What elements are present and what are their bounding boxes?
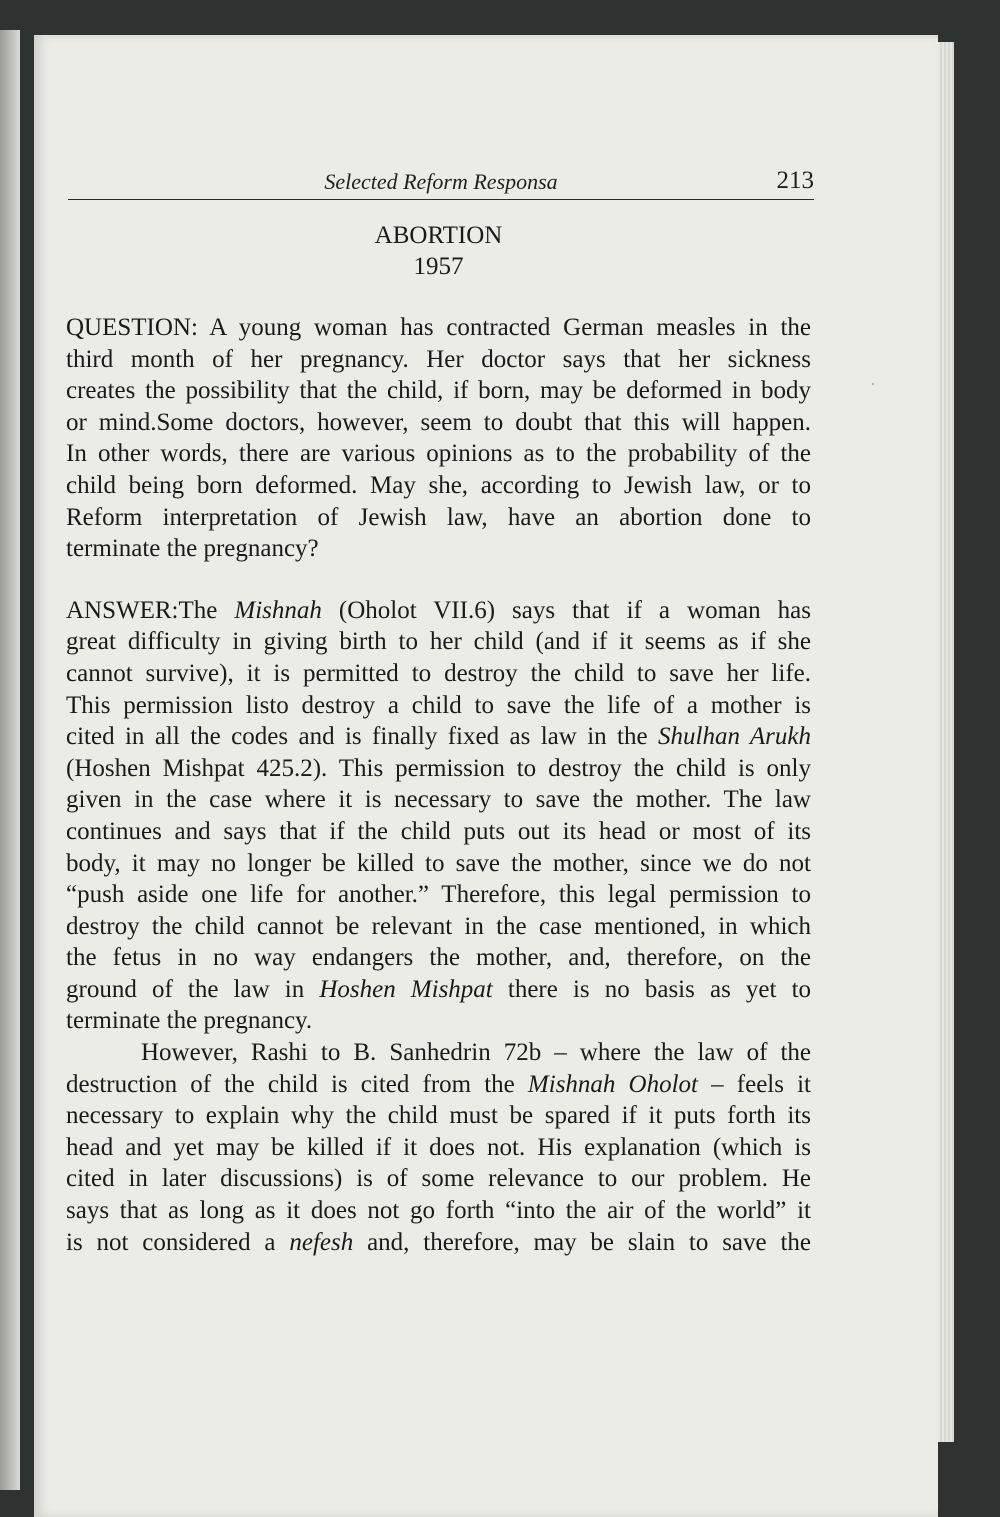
body-text	[66, 220, 811, 1258]
text-line: “push aside one life for another.” Therefore, this legal permission to	[66, 881, 811, 909]
text-line: Reform interpretation of Jewish law, have an abortion done to	[66, 503, 811, 531]
text-line: third month of her pregnancy. Her doctor says that her sickness	[66, 345, 811, 373]
text-line	[66, 974, 811, 1006]
italic-citation: Hoshen Mishpat	[319, 975, 493, 1003]
text-run: there is no basis as yet to	[492, 975, 811, 1003]
text-line	[66, 1069, 811, 1101]
text-line: cited in later discussions) is of some relevance to our problem. He	[66, 1165, 811, 1193]
text-line: cannot survive), it is permitted to destroy the child to save her life.	[66, 659, 811, 687]
text-line: destroy the child cannot be relevant in the case mentioned, in which	[66, 912, 811, 940]
text-line: This permission listo destroy a child to save the life of a mother is	[66, 691, 811, 719]
answer-paragraph	[66, 595, 811, 1037]
text-line: In other words, there are various opinions as to the probability of the	[66, 440, 811, 468]
text-run: destruction of the child is cited from the	[66, 1070, 528, 1098]
text-line	[66, 1227, 811, 1259]
text-line: necessary to explain why the child must be spared if it puts forth its	[66, 1102, 811, 1130]
paper-speck	[872, 383, 874, 385]
text-line: or mind.Some doctors, however, seem to doubt that this will happen.	[66, 408, 811, 436]
page-number: 213	[776, 167, 814, 194]
italic-citation: Shulhan Arukh	[658, 723, 811, 751]
previous-page-edge	[0, 30, 20, 1490]
italic-term: nefesh	[289, 1228, 354, 1256]
italic-citation: Mishnah Oholot	[527, 1070, 699, 1098]
text-run: – feels it	[698, 1070, 811, 1098]
text-line: head and yet may be killed if it does not. His explanation (which is	[66, 1133, 811, 1161]
italic-citation: Mishnah	[234, 596, 322, 624]
text-line: great difficulty in giving birth to her child (and if it seems as if she	[66, 628, 811, 656]
text-line: (Hoshen Mishpat 425.2). This permission to destroy the child is only	[66, 754, 811, 782]
text-line	[66, 721, 811, 753]
text-line: QUESTION: A young woman has contracted German measles in the	[66, 314, 811, 341]
running-head	[68, 165, 814, 200]
text-line: body, it may no longer be killed to save the mother, since we do not	[66, 849, 811, 877]
text-line: the fetus in no way endangers the mother, and, therefore, on the	[66, 944, 811, 972]
text-line: says that as long as it does not go forth “into the air of the world” it	[66, 1197, 811, 1225]
text-run: (Oholot VII.6) says that if a woman has	[321, 596, 811, 624]
article-title: ABORTION	[374, 222, 503, 249]
text-line: creates the possibility that the child, if born, may be deformed in body	[66, 377, 811, 405]
rashi-paragraph	[66, 1037, 811, 1258]
answer-lead: ANSWER:The	[66, 596, 235, 624]
text-line: terminate the pregnancy?	[66, 535, 319, 563]
text-run: ground of the law in	[66, 975, 320, 1003]
text-line: However, Rashi to B. Sanhedrin 72b – where the law of the	[141, 1039, 811, 1067]
text-line: continues and says that if the child puts out its head or most of its	[66, 817, 811, 845]
text-line	[66, 595, 811, 627]
text-line: child being born deformed. May she, according to Jewish law, or to	[66, 471, 811, 499]
text-line: given in the case where it is necessary to save the mother. The law	[66, 786, 811, 814]
text-run: and, therefore, may be slain to save the	[353, 1228, 811, 1256]
article-year: 1957	[413, 253, 464, 280]
text-run: cited in all the codes and is finally fixed as law in the	[66, 723, 658, 751]
question-paragraph	[66, 312, 811, 565]
paragraph-gap	[66, 565, 811, 595]
text-run: is not considered a	[66, 1228, 290, 1256]
text-line: terminate the pregnancy.	[66, 1007, 313, 1035]
running-head-title: Selected Reform Responsa	[324, 169, 558, 194]
